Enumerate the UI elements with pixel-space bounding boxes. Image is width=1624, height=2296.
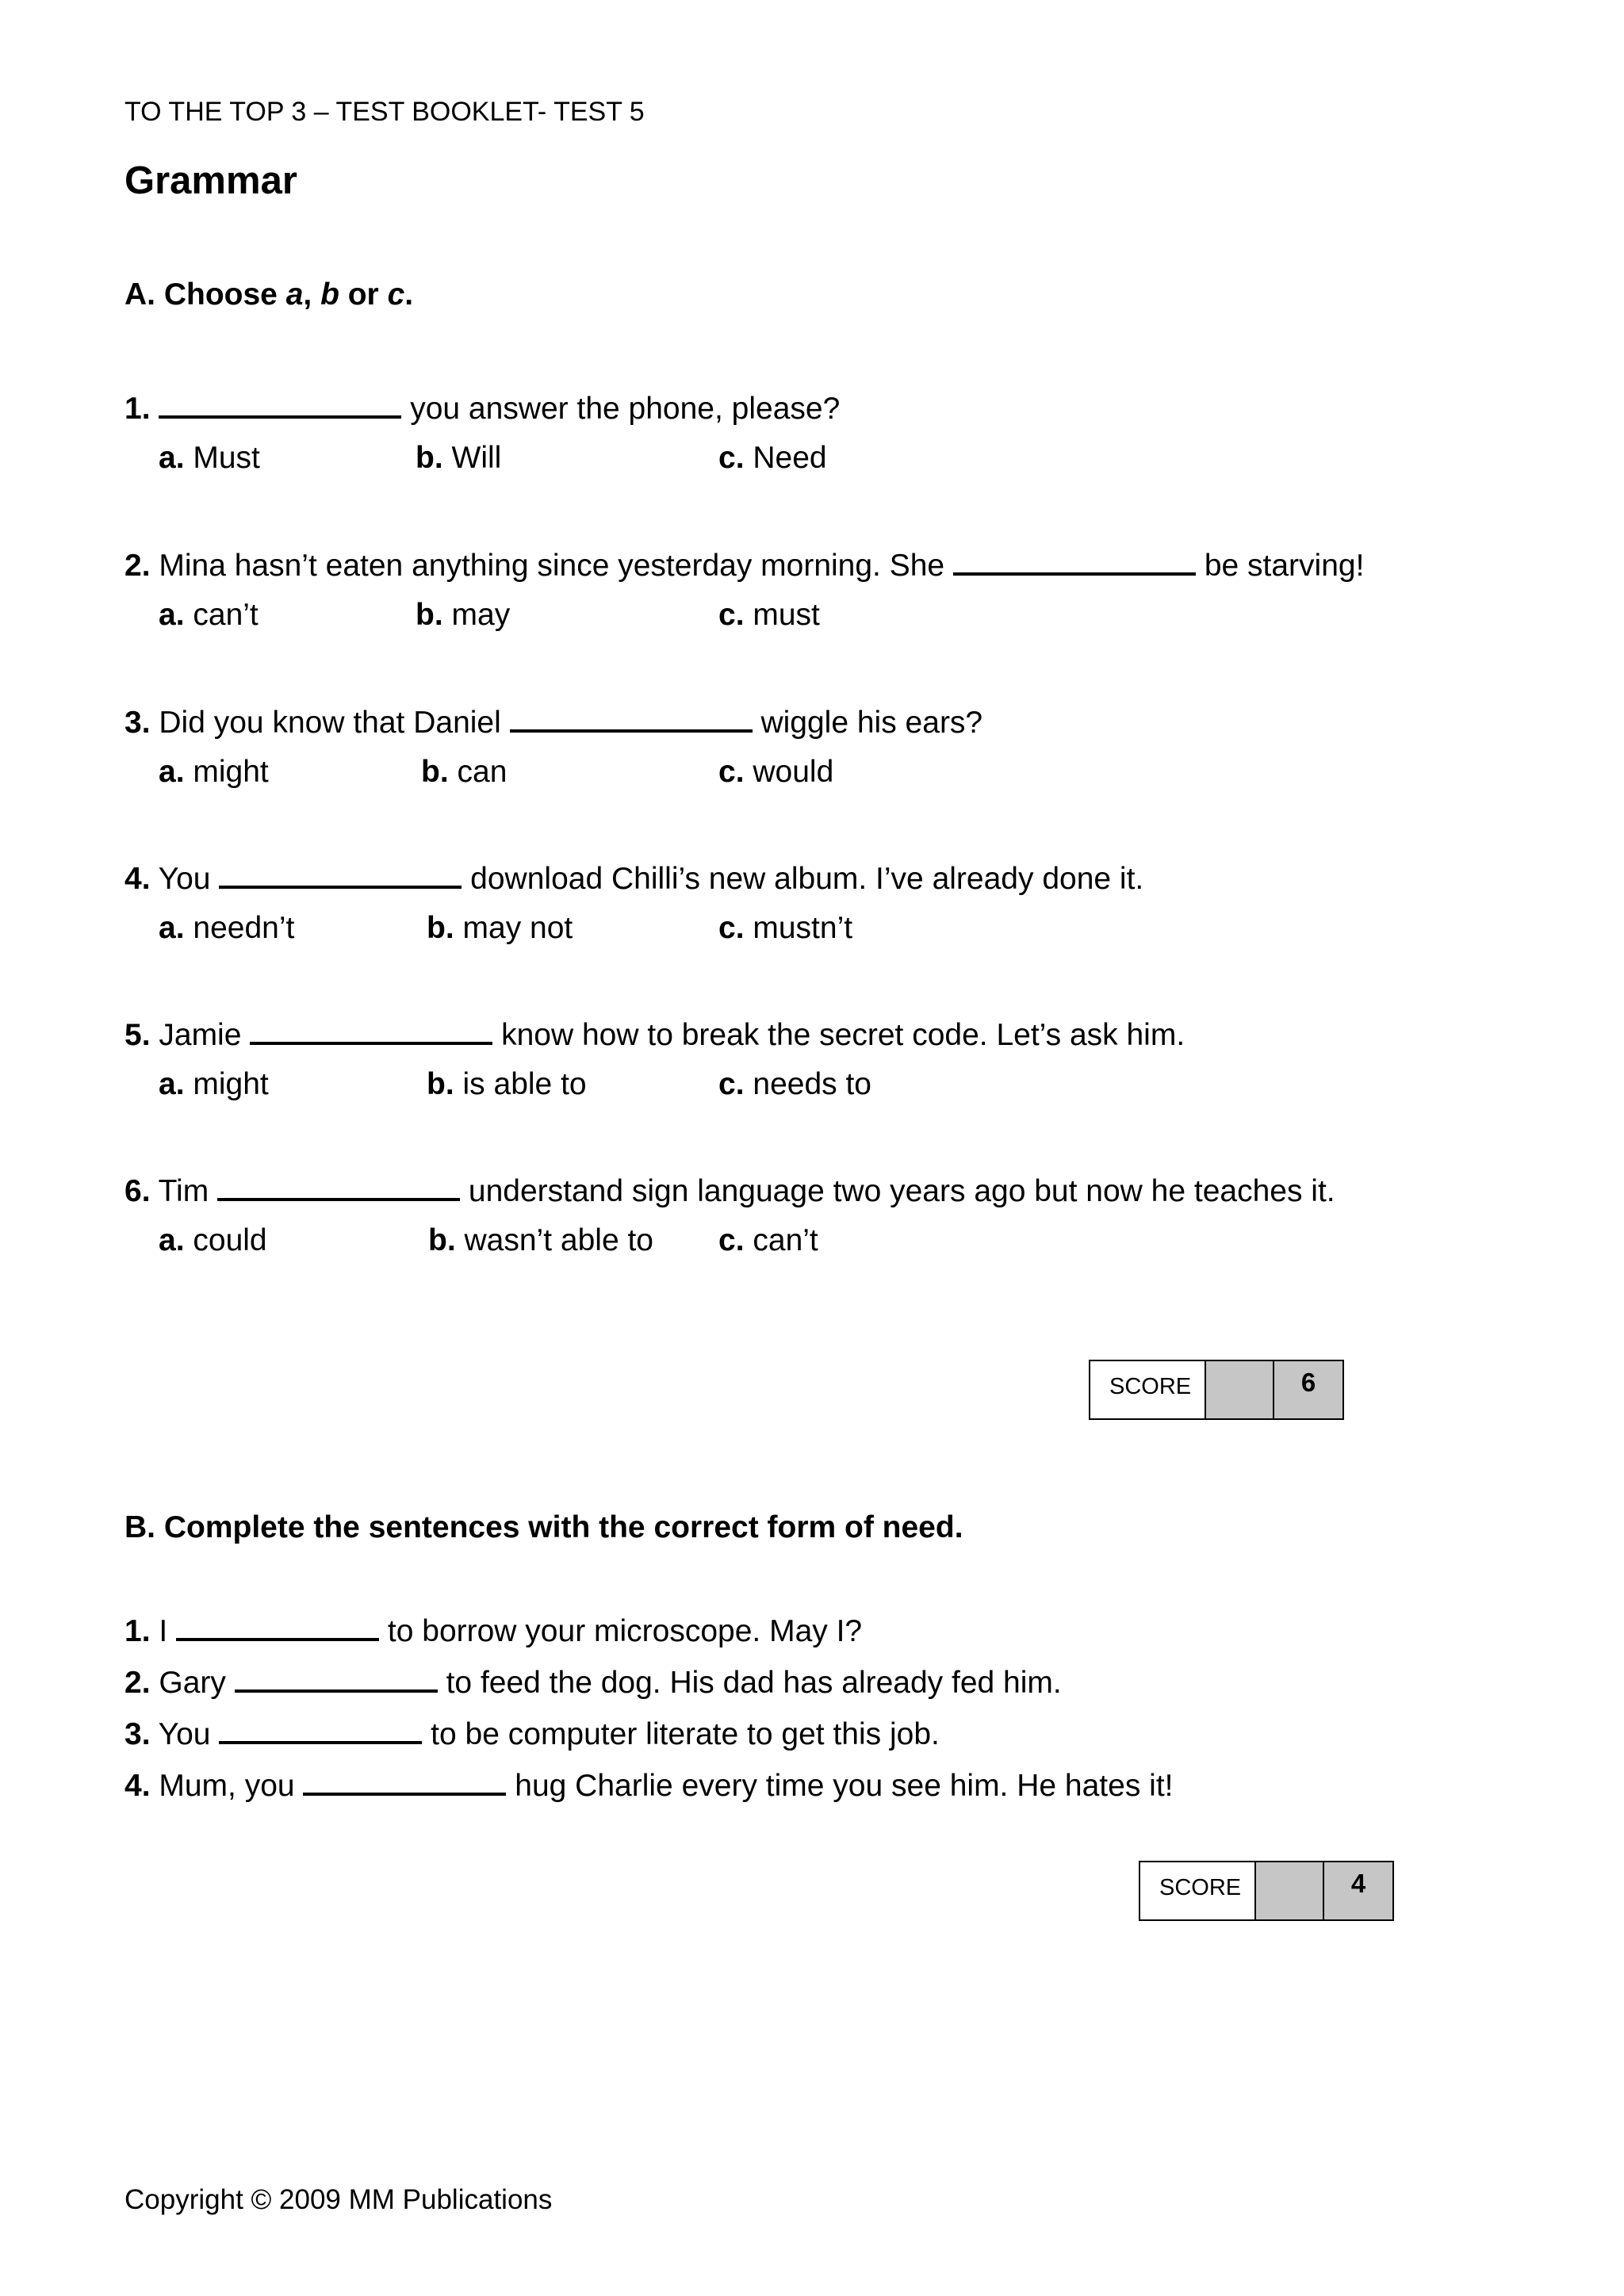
answer-blank[interactable] (159, 388, 401, 419)
option-c[interactable]: c. mustn’t (718, 911, 853, 945)
page-header: TO THE TOP 3 – TEST BOOKLET- TEST 5 (124, 97, 645, 127)
question-a-6: 6. Tim understand sign language two years ago but now he teaches it. (124, 1171, 1335, 1209)
score-box-a (1089, 1360, 1344, 1420)
question-a-2: 2. Mina hasn’t eaten anything since yesterday morning. She be starving! (124, 545, 1364, 584)
answer-blank[interactable] (250, 1015, 492, 1045)
option-c[interactable]: c. would (718, 755, 834, 789)
answer-blank[interactable] (303, 1766, 506, 1796)
answer-blank[interactable] (953, 545, 1196, 576)
score-box-b (1139, 1861, 1394, 1921)
score-label: SCORE (1090, 1361, 1206, 1418)
question-number: 1. (124, 392, 151, 426)
answer-blank[interactable] (217, 1171, 460, 1201)
option-c[interactable]: c. can’t (718, 1223, 818, 1257)
question-b-2: 2. Gary to feed the dog. His dad has already fed him. (124, 1663, 1062, 1701)
option-a[interactable]: a. could (159, 1223, 267, 1257)
score-max: 6 (1274, 1361, 1342, 1418)
option-c[interactable]: c. needs to (718, 1067, 871, 1101)
copyright-footer: Copyright © 2009 MM Publications (124, 2184, 553, 2215)
option-a[interactable]: a. might (159, 1067, 269, 1101)
score-input[interactable] (1256, 1862, 1324, 1919)
option-a[interactable]: a. Must (159, 441, 260, 475)
answer-blank[interactable] (176, 1611, 379, 1641)
question-a-4: 4. You download Chilli’s new album. I’ve already done it. (124, 859, 1143, 897)
score-label: SCORE (1140, 1862, 1256, 1919)
answer-blank[interactable] (235, 1663, 438, 1693)
score-max: 4 (1324, 1862, 1392, 1919)
question-b-4: 4. Mum, you hug Charlie every time you see him. He hates it! (124, 1766, 1174, 1804)
option-b[interactable]: b. may (416, 598, 511, 632)
option-b[interactable]: b. wasn’t able to (428, 1223, 653, 1257)
answer-blank[interactable] (510, 702, 753, 733)
option-b[interactable]: b. can (421, 755, 508, 789)
section-b-instruction: B. Complete the sentences with the correct form of need. (124, 1510, 963, 1544)
option-a[interactable]: a. might (159, 755, 269, 789)
answer-blank[interactable] (219, 1714, 422, 1744)
question-a-1: 1. you answer the phone, please? (124, 388, 840, 427)
score-input[interactable] (1206, 1361, 1274, 1418)
option-c[interactable]: c. must (718, 598, 820, 632)
question-a-3: 3. Did you know that Daniel wiggle his ears? (124, 702, 982, 740)
option-c[interactable]: c. Need (718, 441, 827, 475)
page-title: Grammar (124, 159, 297, 202)
option-b[interactable]: b. may not (427, 911, 573, 945)
question-b-1: 1. I to borrow your microscope. May I? (124, 1611, 862, 1649)
option-b[interactable]: b. is able to (427, 1067, 587, 1101)
option-a[interactable]: a. can’t (159, 598, 259, 632)
option-b[interactable]: b. Will (416, 441, 502, 475)
question-a-5: 5. Jamie know how to break the secret code. Let’s ask him. (124, 1015, 1185, 1053)
section-a-instruction: A. Choose a, b or c. (124, 277, 414, 312)
option-a[interactable]: a. needn’t (159, 911, 295, 945)
question-b-3: 3. You to be computer literate to get this job. (124, 1714, 940, 1752)
answer-blank[interactable] (219, 859, 462, 889)
